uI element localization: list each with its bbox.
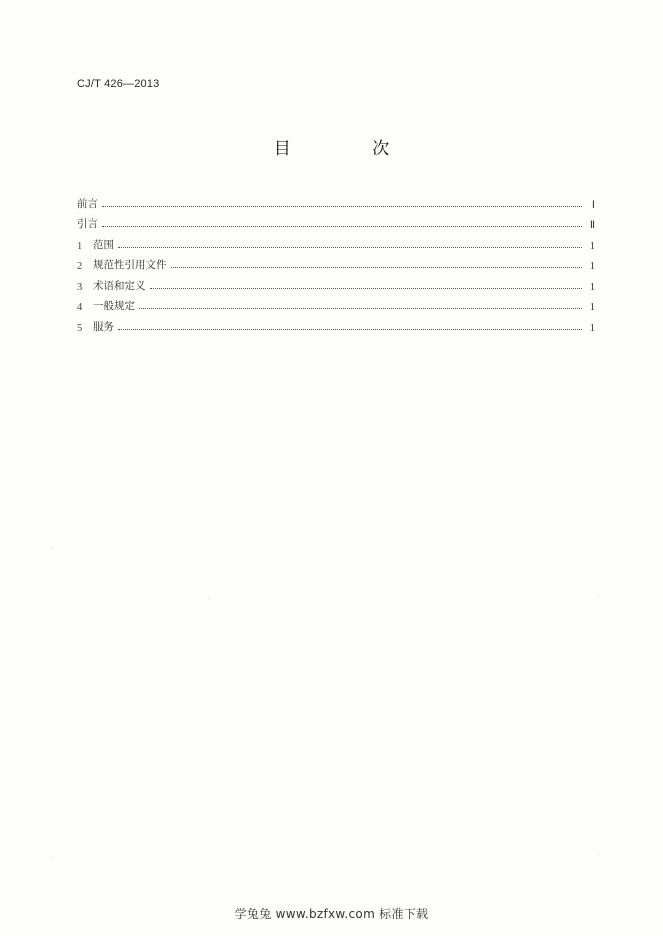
toc-entry-page: 1: [589, 261, 595, 272]
toc-entry-number: 4: [77, 302, 83, 313]
scan-speck: [52, 857, 53, 858]
scan-speck: [598, 853, 599, 854]
table-of-contents: [77, 190, 595, 334]
toc-entry[interactable]: [77, 272, 595, 293]
toc-entry[interactable]: [77, 293, 595, 314]
dot-leader: [139, 308, 582, 309]
scan-speck: [52, 548, 53, 549]
toc-entry-label: 术语和定义: [93, 279, 146, 292]
dot-leader: [118, 329, 582, 330]
toc-entry-page: 1: [589, 302, 595, 313]
scan-speck: [598, 596, 599, 597]
toc-entry-label: 范围: [93, 238, 114, 251]
standard-code: CJ/T 426—2013: [77, 78, 160, 90]
toc-entry[interactable]: [77, 231, 595, 252]
footer-watermark: 学兔兔 www.bzfxw.com 标准下载: [234, 907, 429, 921]
toc-entry-label: 引言: [77, 218, 98, 230]
toc-entry-page: 1: [589, 240, 595, 252]
toc-entry-number: 5: [77, 322, 83, 334]
dot-leader: [118, 247, 582, 248]
toc-entry-page: 1: [589, 281, 595, 293]
dot-leader: [102, 206, 582, 207]
toc-entry-page: 1: [589, 322, 595, 334]
dot-leader: [150, 288, 583, 289]
toc-entry-label: 一般规定: [93, 300, 135, 312]
toc-entry[interactable]: [77, 190, 595, 211]
toc-entry[interactable]: [77, 313, 595, 334]
toc-entry[interactable]: [77, 211, 595, 232]
toc-entry-number: 1: [77, 240, 83, 252]
scan-speck: [208, 598, 209, 599]
toc-entry-number: 3: [77, 281, 83, 293]
toc-entry-number: 2: [77, 261, 83, 272]
toc-entry[interactable]: [77, 252, 595, 273]
toc-entry-page: Ⅰ: [591, 199, 595, 211]
toc-entry-page: Ⅱ: [589, 220, 595, 231]
toc-entry-label: 服务: [93, 320, 114, 333]
page-title: 目 次: [273, 139, 428, 159]
toc-entry-label: 前言: [77, 197, 98, 210]
dot-leader: [102, 226, 582, 227]
toc-entry-label: 规范性引用文件: [93, 259, 167, 271]
dot-leader: [171, 267, 583, 268]
